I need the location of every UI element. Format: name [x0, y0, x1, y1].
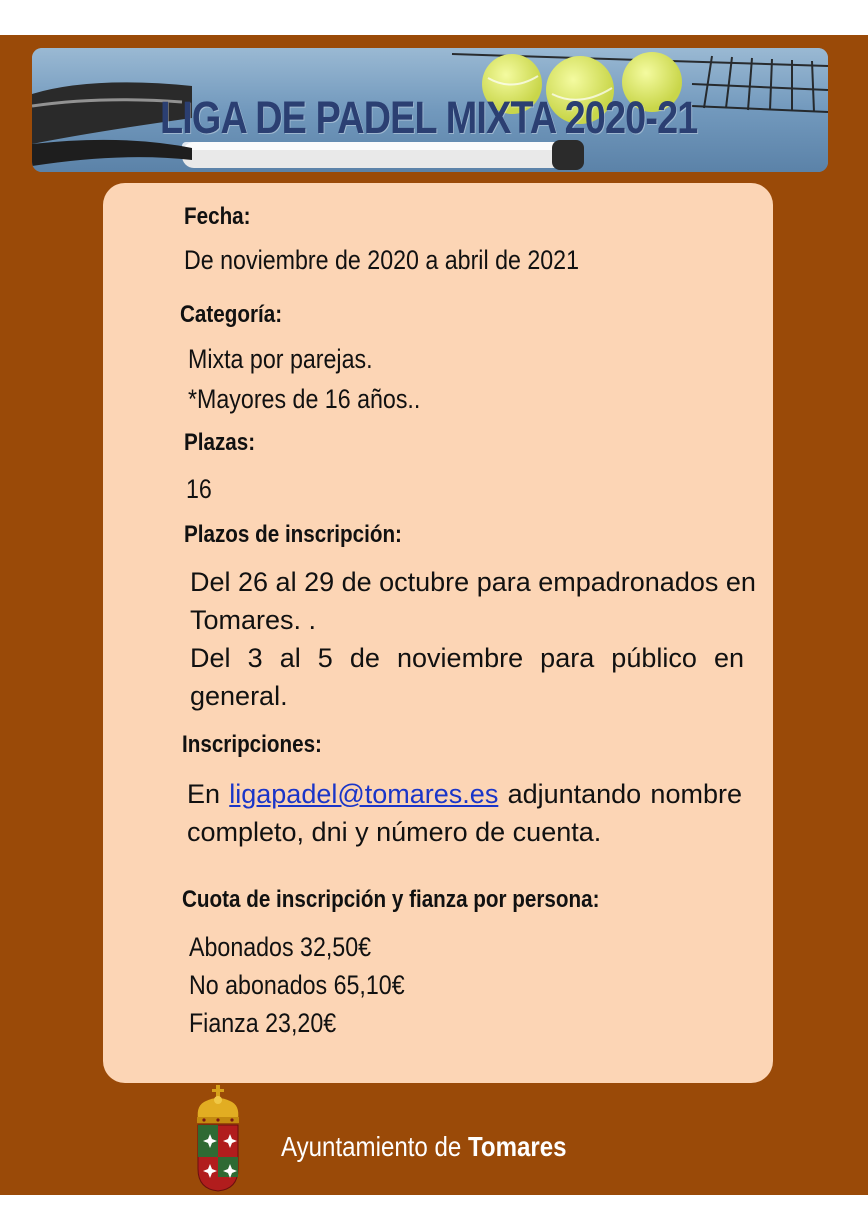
plazos-text	[190, 563, 756, 715]
fecha-value: De noviembre de 2020 a abril de 2021	[184, 245, 580, 275]
banner-title: LIGA DE PADEL MIXTA 2020-21	[160, 92, 698, 143]
inscripciones-line-1-rest: adjuntando nombre	[507, 779, 742, 809]
inscripciones-line-1	[187, 775, 742, 813]
categoria-label: Categoría:	[180, 301, 283, 328]
plazos-line-2: Tomares. .	[190, 605, 317, 635]
plazos-line-4: general.	[190, 681, 288, 711]
plazas-label: Plazas:	[184, 429, 256, 456]
footer-org-name: Tomares	[467, 1131, 567, 1162]
categoria-line-2: *Mayores de 16 años..	[188, 384, 421, 414]
footer-organization	[281, 1131, 567, 1163]
cuota-item-3: Fianza 23,20€	[189, 1008, 337, 1038]
fecha-label: Fecha:	[184, 203, 251, 230]
plazos-label: Plazos de inscripción:	[184, 521, 402, 548]
categoria-line-1: Mixta por parejas.	[188, 344, 373, 374]
plazos-line-3: Del 3 al 5 de noviembre para público en	[190, 643, 744, 673]
cuota-item-1: Abonados 32,50€	[189, 932, 372, 962]
inscripciones-label: Inscripciones:	[182, 731, 322, 758]
poster-frame	[0, 35, 868, 1195]
cuota-label: Cuota de inscripción y fianza por persona:	[182, 886, 600, 913]
footer-org-prefix: Ayuntamiento de	[281, 1131, 462, 1162]
tomares-coat-of-arms-logo	[192, 1085, 244, 1193]
header-banner	[32, 48, 828, 172]
info-card	[103, 183, 773, 1083]
inscripciones-line-2: completo, dni y número de cuenta.	[187, 817, 602, 847]
email-link[interactable]: ligapadel@tomares.es	[229, 779, 499, 809]
inscripciones-text	[187, 775, 742, 851]
inscripciones-prefix: En	[187, 779, 221, 809]
plazos-line-1: Del 26 al 29 de octubre para empadronados en	[190, 567, 756, 597]
cuota-item-2: No abonados 65,10€	[189, 970, 405, 1000]
plazas-value: 16	[186, 474, 212, 504]
